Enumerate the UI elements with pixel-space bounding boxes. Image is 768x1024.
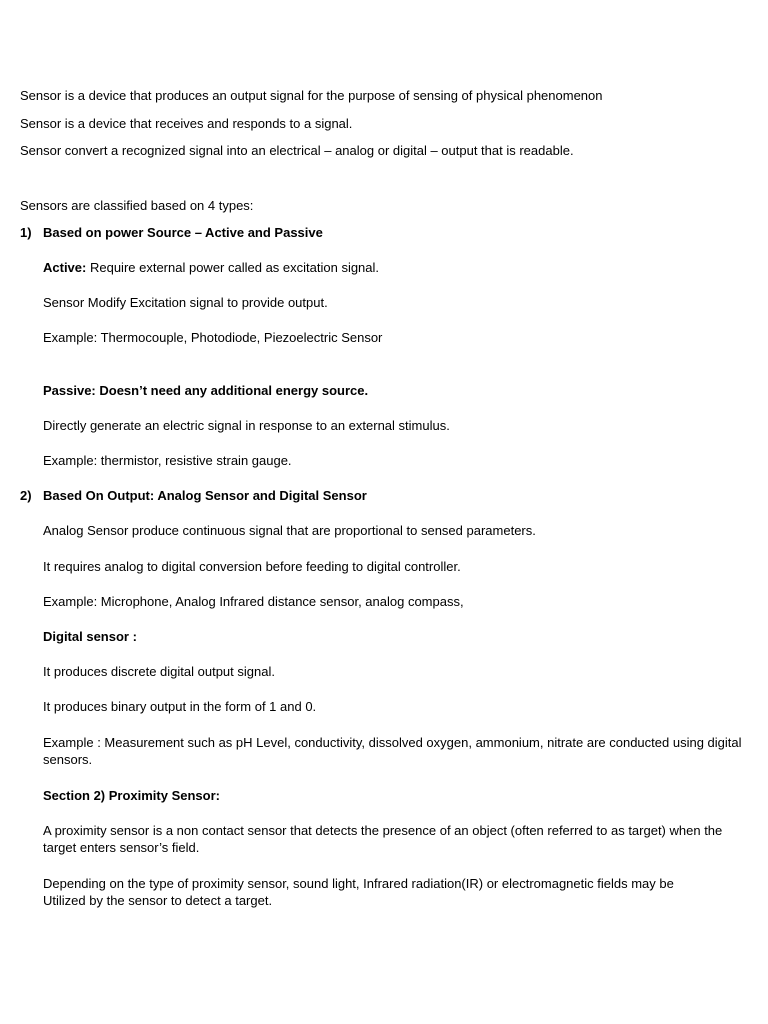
active-example: Example: Thermocouple, Photodiode, Piezoelectric Sensor (43, 330, 383, 345)
analog-text: Analog Sensor produce continuous signal that are proportional to sensed parameters. (43, 523, 536, 538)
section2-number: 2) (20, 488, 32, 503)
active-modify: Sensor Modify Excitation signal to provide output. (43, 295, 328, 310)
proximity-detection-line-2: Utilized by the sensor to detect a target. (43, 893, 273, 908)
digital-heading: Digital sensor : (43, 629, 137, 644)
intro-line-3: Sensor convert a recognized signal into an electrical – analog or digital – output that is readable. (20, 143, 574, 158)
section2-heading (20, 487, 367, 504)
intro-line-2: Sensor is a device that receives and responds to a signal. (20, 116, 353, 131)
active-definition (43, 259, 379, 276)
passive-heading: Passive: Doesn’t need any additional energy source. (43, 383, 369, 398)
intro-line-1: Sensor is a device that produces an output signal for the purpose of sensing of physical phenomenon (20, 88, 603, 103)
section1-title: Based on power Source – Active and Passive (43, 225, 323, 240)
proximity-heading: Section 2) Proximity Sensor: (43, 788, 220, 803)
passive-example: Example: thermistor, resistive strain gauge. (43, 453, 292, 468)
active-label: Active: (43, 260, 87, 275)
proximity-definition: A proximity sensor is a non contact sensor that detects the presence of an object (often referred to as target) when the target enters sensor’s field. (43, 823, 723, 855)
analog-conversion: It requires analog to digital conversion before feeding to digital controller. (43, 559, 461, 574)
section1-heading (20, 224, 323, 241)
analog-example: Example: Microphone, Analog Infrared distance sensor, analog compass, (43, 594, 464, 609)
classification-intro: Sensors are classified based on 4 types: (20, 198, 254, 213)
digital-text-1: It produces discrete digital output signal. (43, 664, 275, 679)
section1-number: 1) (20, 225, 32, 240)
digital-text-2: It produces binary output in the form of 1 and 0. (43, 699, 317, 714)
digital-example: Example : Measurement such as pH Level, conductivity, dissolved oxygen, ammonium, nitrate are conducted using digital sensors. (43, 735, 742, 767)
section2-title: Based On Output: Analog Sensor and Digital Sensor (43, 488, 367, 503)
passive-text: Directly generate an electric signal in response to an external stimulus. (43, 418, 450, 433)
active-text: Require external power called as excitation signal. (86, 260, 380, 275)
proximity-detection-line-1: Depending on the type of proximity sensor, sound light, Infrared radiation(IR) or electromagnetic fields may be (43, 876, 674, 891)
